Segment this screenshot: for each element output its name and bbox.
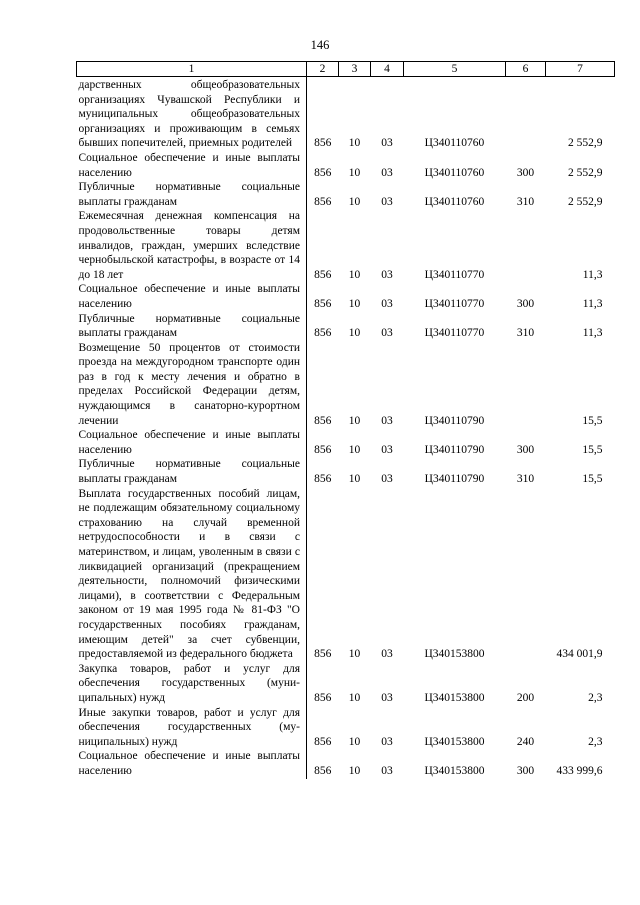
row-name: Иные закупки товаров, работ и услуг для обеспечения государственных (муниципальных) нужд	[77, 706, 307, 750]
col-header-rz: 3	[339, 62, 371, 77]
table-row	[77, 151, 615, 180]
row-target-code: Ц340153800	[424, 764, 485, 777]
row-subsection-code: 03	[381, 648, 393, 661]
table-row	[77, 662, 615, 706]
table-row	[77, 312, 615, 341]
row-section-code: 10	[348, 166, 361, 179]
row-expense-type-code: 300	[516, 297, 535, 310]
col-header-csr: 5	[404, 62, 506, 77]
row-subsection-code: 03	[381, 137, 393, 150]
row-section-code: 10	[348, 691, 361, 704]
row-ved-code: 856	[314, 764, 332, 777]
row-amount: 2 552,9	[568, 137, 603, 150]
row-section-code: 10	[348, 137, 361, 150]
row-ved-code: 856	[314, 195, 332, 208]
row-section-code: 10	[348, 195, 361, 208]
row-ved-code: 856	[314, 473, 332, 486]
row-target-code: Ц340153800	[424, 648, 485, 661]
row-section-code: 10	[348, 764, 361, 777]
row-section-code: 10	[348, 414, 361, 427]
row-name: Публичные нормативные социальные выплаты гражданам	[77, 457, 307, 486]
row-section-code: 10	[348, 268, 361, 281]
row-section-code: 10	[348, 735, 361, 748]
row-subsection-code: 03	[381, 166, 393, 179]
row-name: Закупка товаров, работ и услуг для обеспечения государственных (муниципальных) нужд	[77, 662, 307, 706]
row-section-code: 10	[348, 443, 361, 456]
row-subsection-code: 03	[381, 268, 393, 281]
row-target-code: Ц340110790	[424, 414, 485, 427]
row-expense-type-code: 300	[516, 166, 535, 179]
row-target-code: Ц340153800	[424, 735, 485, 748]
row-name: Социальное обеспечение и иные выплаты населению	[77, 282, 307, 311]
row-expense-type-code: 240	[516, 735, 535, 748]
row-expense-type-code	[506, 77, 546, 151]
row-amount: 434 001,9	[556, 648, 603, 661]
row-ved-code: 856	[314, 691, 332, 704]
row-subsection-code: 03	[381, 691, 393, 704]
row-name: Возмещение 50 процентов от стоимости проезда на междугородном транспорте один раз в год к месту лечения и обратно в пределах Российской Федерации детям, нуждающимся в санаторно-курортном лечении	[77, 341, 307, 429]
row-ved-code: 856	[314, 443, 332, 456]
row-ved-code: 856	[314, 648, 332, 661]
row-target-code: Ц340110770	[424, 297, 485, 310]
row-amount: 433 999,6	[556, 764, 603, 777]
row-ved-code: 856	[314, 268, 332, 281]
row-section-code: 10	[348, 327, 361, 340]
row-amount: 2,3	[588, 691, 603, 704]
row-expense-type-code: 310	[516, 195, 535, 208]
row-name: Выплата государственных пособий лицам, не подлежащим обязательному социальному страхованию на случай временной нетрудоспособности и в связи с материнством, и лицам, уволенным в связи с ликвидацией организаций (прекращением деятельности, полномочий физическими лицами), в соответствии с Федеральным законом от 19 мая 1995 года № 81-ФЗ "О государственных пособиях гражданам, имеющим детей" за счет субвенции, предоставляемой из федерального бюджета	[77, 487, 307, 662]
row-amount: 2 552,9	[568, 195, 603, 208]
row-target-code: Ц340110770	[424, 327, 485, 340]
row-amount: 11,3	[582, 327, 603, 340]
row-expense-type-code	[506, 209, 546, 282]
row-name: дарственных общеобразовательных организациях Чувашской Республики и муниципальных общеобразовательных организациях и проживающим в семьях бывших попечителей, приемных родителей	[77, 77, 307, 151]
row-expense-type-code: 200	[516, 691, 535, 704]
row-expense-type-code: 300	[516, 443, 535, 456]
row-amount: 11,3	[582, 268, 603, 281]
col-header-vr: 6	[506, 62, 546, 77]
table-row	[77, 428, 615, 457]
table-row	[77, 706, 615, 750]
row-subsection-code: 03	[381, 764, 393, 777]
row-ved-code: 856	[314, 137, 332, 150]
col-header-ved: 2	[307, 62, 339, 77]
row-expense-type-code	[506, 487, 546, 662]
row-amount: 15,5	[582, 414, 603, 427]
col-header-pr: 4	[371, 62, 404, 77]
col-header-name: 1	[77, 62, 307, 77]
row-target-code: Ц340110760	[424, 166, 485, 179]
row-subsection-code: 03	[381, 327, 393, 340]
row-ved-code: 856	[314, 297, 332, 310]
table-row	[77, 209, 615, 282]
header-row	[77, 62, 615, 77]
table-row	[77, 487, 615, 662]
row-amount: 11,3	[582, 297, 603, 310]
page-number: 146	[310, 38, 330, 52]
row-subsection-code: 03	[381, 443, 393, 456]
row-subsection-code: 03	[381, 297, 393, 310]
row-target-code: Ц340110760	[424, 195, 485, 208]
row-expense-type-code	[506, 341, 546, 429]
budget-table	[76, 61, 615, 779]
table-row	[77, 457, 615, 486]
table-row	[77, 282, 615, 311]
row-expense-type-code: 300	[516, 764, 535, 777]
col-header-sum: 7	[546, 62, 615, 77]
table-row	[77, 749, 615, 778]
row-section-code: 10	[348, 473, 361, 486]
row-amount: 15,5	[582, 473, 603, 486]
row-target-code: Ц340153800	[424, 691, 485, 704]
table-row	[77, 180, 615, 209]
row-expense-type-code: 310	[516, 327, 535, 340]
row-name: Социальное обеспечение и иные выплаты населению	[77, 428, 307, 457]
row-amount: 15,5	[582, 443, 603, 456]
row-name: Социальное обеспечение и иные выплаты населению	[77, 749, 307, 778]
row-amount: 2 552,9	[568, 166, 603, 179]
row-target-code: Ц340110790	[424, 443, 485, 456]
table-row	[77, 341, 615, 429]
row-target-code: Ц340110790	[424, 473, 485, 486]
row-expense-type-code: 310	[516, 473, 535, 486]
row-name: Ежемесячная денежная компенсация на продовольственные товары детям инвалидов, граждан, умерших вследствие чернобыльской катастрофы, в возрасте от 14 до 18 лет	[77, 209, 307, 282]
row-section-code: 10	[348, 297, 361, 310]
row-ved-code: 856	[314, 735, 332, 748]
row-target-code: Ц340110760	[424, 137, 485, 150]
row-amount: 2,3	[588, 735, 603, 748]
row-subsection-code: 03	[381, 414, 393, 427]
row-name: Социальное обеспечение и иные выплаты населению	[77, 151, 307, 180]
row-subsection-code: 03	[381, 195, 393, 208]
row-subsection-code: 03	[381, 473, 393, 486]
table-row	[77, 77, 615, 151]
row-ved-code: 856	[314, 327, 332, 340]
row-subsection-code: 03	[381, 735, 393, 748]
row-name: Публичные нормативные социальные выплаты гражданам	[77, 180, 307, 209]
row-ved-code: 856	[314, 414, 332, 427]
table-body	[77, 77, 615, 779]
row-section-code: 10	[348, 648, 361, 661]
row-ved-code: 856	[314, 166, 332, 179]
row-name: Публичные нормативные социальные выплаты гражданам	[77, 312, 307, 341]
row-target-code: Ц340110770	[424, 268, 485, 281]
